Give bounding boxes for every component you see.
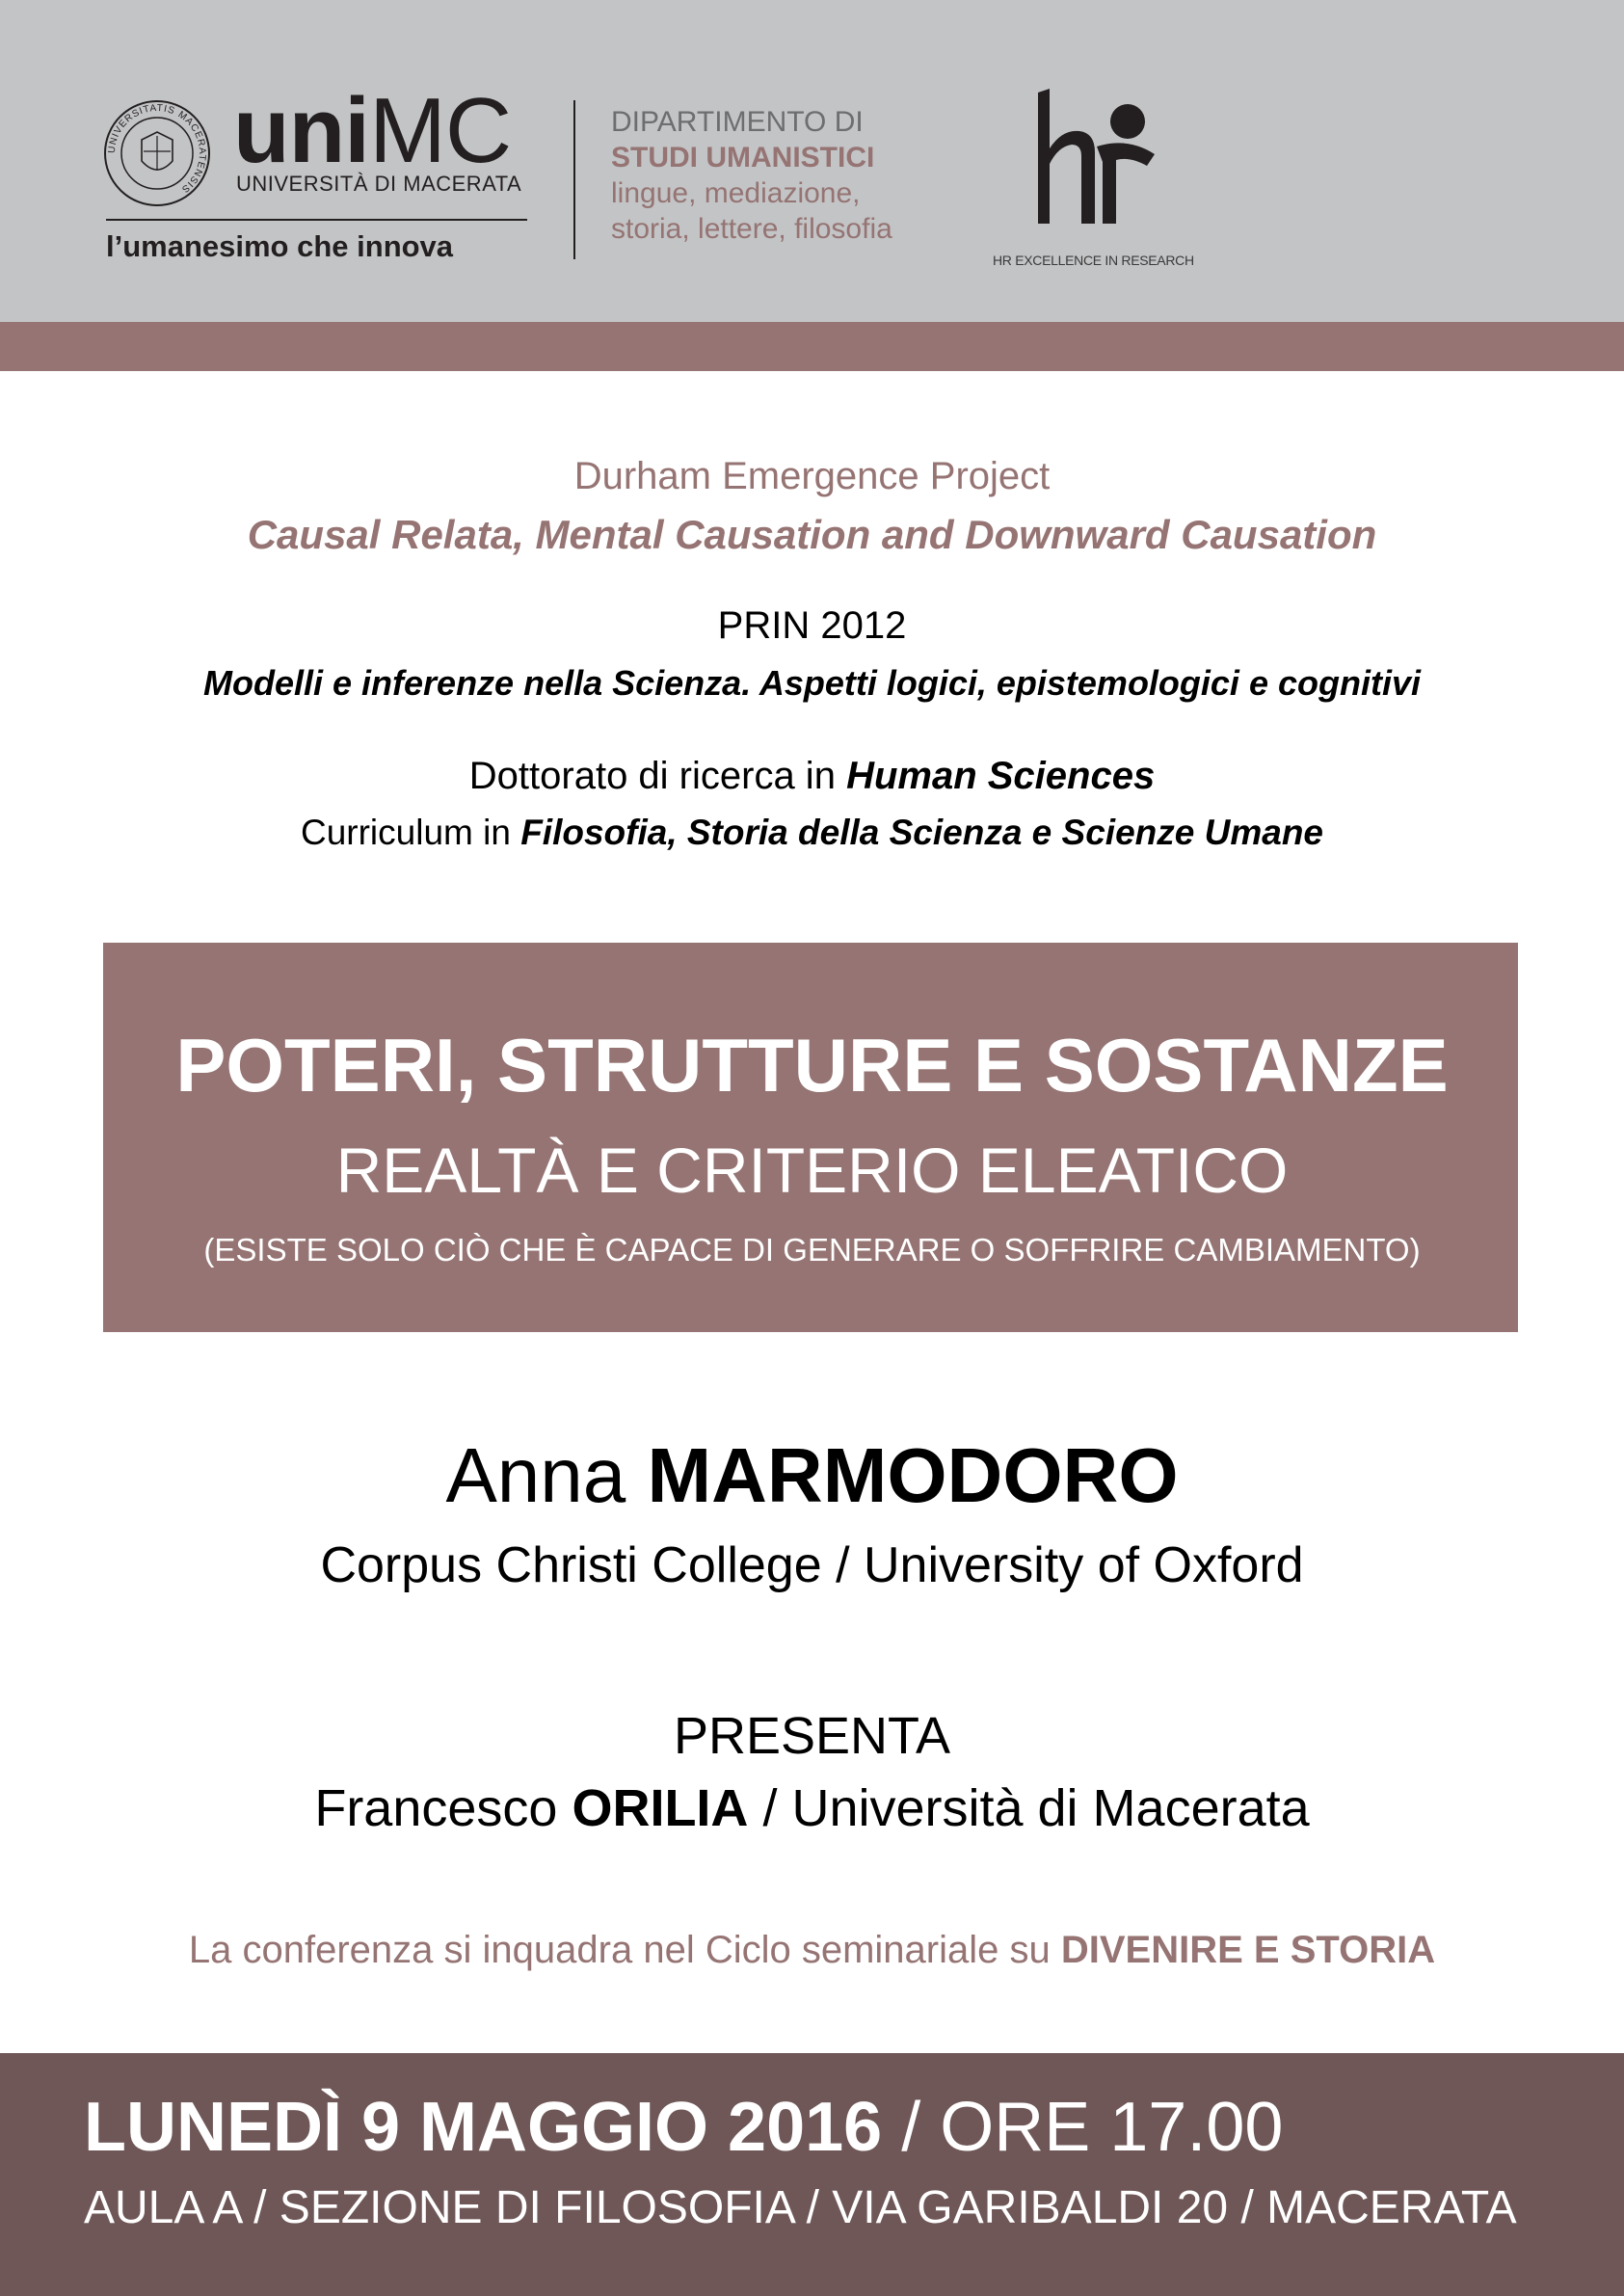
hr-excellence-logo-icon xyxy=(1033,89,1158,233)
university-motto: l’umanesimo che innova xyxy=(106,229,454,263)
prin-subtitle: Modelli e inferenze nella Scienza. Aspetti logici, epistemologici e cognitivi xyxy=(203,663,1421,703)
department-line-1: DIPARTIMENTO DI xyxy=(611,106,864,138)
lecture-note: (ESISTE SOLO CIÒ CHE È CAPACE DI GENERARE O SOFFRIRE CAMBIAMENTO) xyxy=(203,1232,1421,1268)
department-block xyxy=(611,104,892,247)
university-seal-icon xyxy=(103,99,211,207)
presenter-label: PRESENTA xyxy=(673,1707,951,1765)
event-datetime: LUNEDÌ 9 MAGGIO 2016 / ORE 17.00 xyxy=(84,2089,1284,2166)
svg-text:UNIVERSITATIS MACERATENSIS: UNIVERSITATIS MACERATENSIS xyxy=(106,102,208,195)
department-line-2: STUDI UMANISTICI xyxy=(611,142,875,174)
lecture-subtitle: REALTÀ E CRITERIO ELEATICO xyxy=(335,1135,1289,1206)
hr-caption: HR EXCELLENCE IN RESEARCH xyxy=(993,253,1194,268)
department-line-3: lingue, mediazione, xyxy=(611,177,861,209)
header-accent-band xyxy=(0,322,1624,371)
event-location: AULA A / SEZIONE DI FILOSOFIA / VIA GARIBALDI 20 / MACERATA xyxy=(84,2182,1517,2233)
logo-vertical-divider xyxy=(573,100,575,259)
university-name: UNIVERSITÀ DI MACERATA xyxy=(236,172,522,196)
department-line-4: storia, lettere, filosofia xyxy=(611,213,892,245)
series-note: La conferenza si inquadra nel Ciclo seminariale su DIVENIRE E STORIA xyxy=(188,1929,1436,1971)
curriculum-line: Curriculum in Filosofia, Storia della Scienza e Scienze Umane xyxy=(300,813,1323,852)
logo-divider xyxy=(106,219,527,221)
unimc-logo: uniMC xyxy=(233,79,512,182)
prin-name: PRIN 2012 xyxy=(717,604,907,647)
speaker-name: Anna MARMODORO xyxy=(445,1432,1179,1518)
speaker-affiliation: Corpus Christi College / University of Oxford xyxy=(320,1537,1304,1593)
presenter-name: Francesco ORILIA / Università di Macerata xyxy=(314,1779,1310,1837)
project-name: Durham Emergence Project xyxy=(573,455,1051,497)
lecture-title: POTERI, STRUTTURE E SOSTANZE xyxy=(175,1023,1449,1108)
project-subtitle: Causal Relata, Mental Causation and Downward Causation xyxy=(247,512,1377,557)
doctorate-line: Dottorato di ricerca in Human Sciences xyxy=(468,755,1156,797)
